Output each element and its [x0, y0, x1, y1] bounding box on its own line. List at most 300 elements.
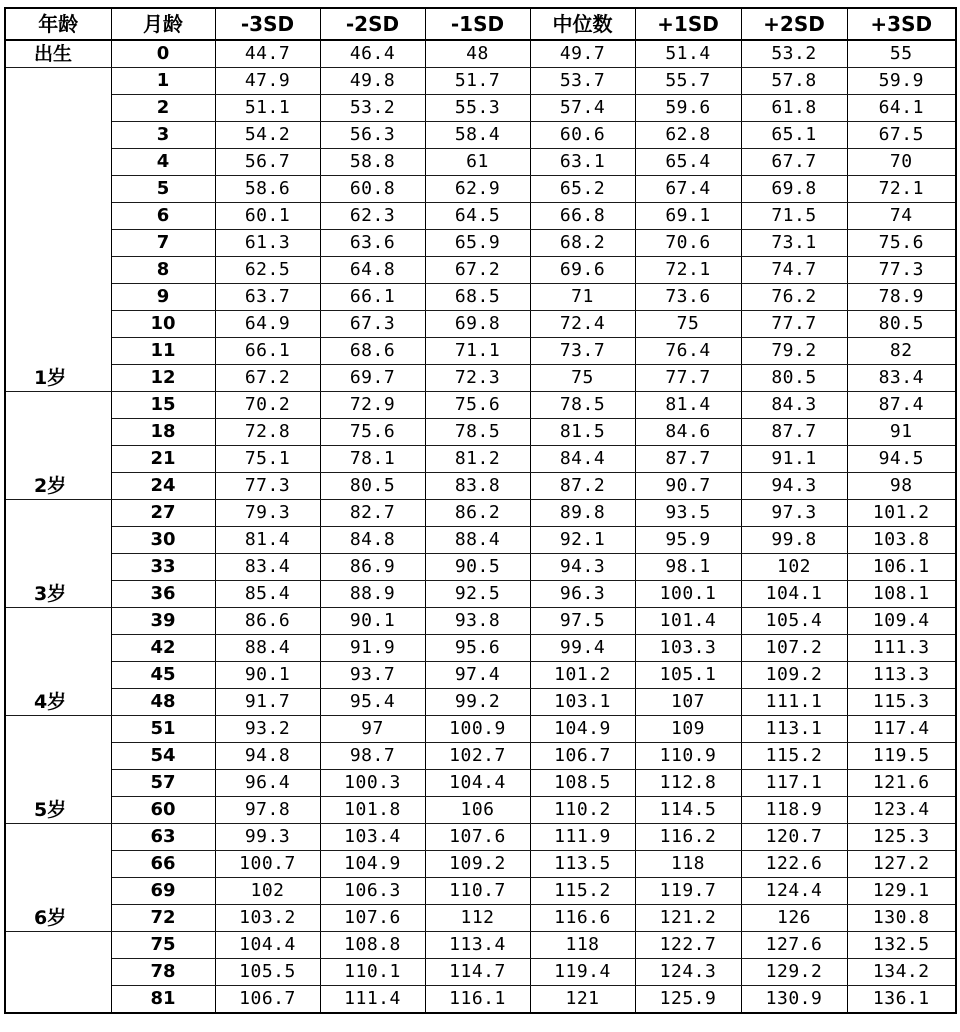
cell-plus-3sd: 117.4: [847, 716, 956, 743]
cell-minus-1sd: 69.8: [425, 311, 530, 338]
cell-plus-2sd: 73.1: [741, 230, 847, 257]
cell-month: 81: [111, 986, 215, 1014]
cell-age: [5, 338, 111, 365]
cell-median: 104.9: [530, 716, 635, 743]
cell-minus-1sd: 102.7: [425, 743, 530, 770]
cell-minus-3sd: 100.7: [215, 851, 320, 878]
cell-minus-2sd: 88.9: [320, 581, 425, 608]
table-row: [5, 311, 956, 338]
cell-minus-2sd: 49.8: [320, 68, 425, 95]
cell-plus-3sd: 98: [847, 473, 956, 500]
cell-minus-1sd: 67.2: [425, 257, 530, 284]
cell-minus-1sd: 65.9: [425, 230, 530, 257]
table-row: [5, 878, 956, 905]
cell-plus-3sd: 87.4: [847, 392, 956, 419]
cell-plus-1sd: 121.2: [635, 905, 741, 932]
cell-month: 78: [111, 959, 215, 986]
cell-minus-3sd: 86.6: [215, 608, 320, 635]
cell-month: 24: [111, 473, 215, 500]
cell-minus-3sd: 88.4: [215, 635, 320, 662]
table-row: [5, 203, 956, 230]
cell-minus-2sd: 63.6: [320, 230, 425, 257]
cell-minus-3sd: 77.3: [215, 473, 320, 500]
cell-plus-2sd: 124.4: [741, 878, 847, 905]
cell-median: 97.5: [530, 608, 635, 635]
cell-plus-3sd: 64.1: [847, 95, 956, 122]
cell-median: 116.6: [530, 905, 635, 932]
cell-median: 68.2: [530, 230, 635, 257]
cell-plus-2sd: 91.1: [741, 446, 847, 473]
cell-plus-2sd: 120.7: [741, 824, 847, 851]
cell-plus-1sd: 84.6: [635, 419, 741, 446]
cell-age: [5, 608, 111, 635]
cell-plus-2sd: 94.3: [741, 473, 847, 500]
cell-age: [5, 311, 111, 338]
cell-plus-2sd: 107.2: [741, 635, 847, 662]
cell-plus-2sd: 113.1: [741, 716, 847, 743]
cell-plus-1sd: 90.7: [635, 473, 741, 500]
cell-age: [5, 851, 111, 878]
cell-minus-2sd: 60.8: [320, 176, 425, 203]
cell-plus-1sd: 124.3: [635, 959, 741, 986]
cell-age: [5, 284, 111, 311]
cell-month: 6: [111, 203, 215, 230]
cell-minus-2sd: 91.9: [320, 635, 425, 662]
cell-minus-2sd: 111.4: [320, 986, 425, 1014]
cell-age: [5, 68, 111, 95]
table-row: [5, 662, 956, 689]
cell-plus-1sd: 51.4: [635, 40, 741, 68]
cell-minus-1sd: 107.6: [425, 824, 530, 851]
header-age: 年龄: [5, 8, 111, 40]
cell-minus-2sd: 103.4: [320, 824, 425, 851]
header-minus-2sd: -2SD: [320, 8, 425, 40]
cell-plus-1sd: 62.8: [635, 122, 741, 149]
table-row: [5, 473, 956, 500]
cell-minus-2sd: 67.3: [320, 311, 425, 338]
cell-median: 108.5: [530, 770, 635, 797]
cell-plus-2sd: 127.6: [741, 932, 847, 959]
cell-age: [5, 770, 111, 797]
cell-age: [5, 392, 111, 419]
cell-minus-2sd: 110.1: [320, 959, 425, 986]
header-minus-3sd: -3SD: [215, 8, 320, 40]
cell-median: 110.2: [530, 797, 635, 824]
cell-plus-2sd: 117.1: [741, 770, 847, 797]
cell-minus-2sd: 104.9: [320, 851, 425, 878]
cell-minus-1sd: 51.7: [425, 68, 530, 95]
cell-plus-1sd: 116.2: [635, 824, 741, 851]
cell-minus-1sd: 62.9: [425, 176, 530, 203]
cell-median: 106.7: [530, 743, 635, 770]
cell-age: [5, 419, 111, 446]
cell-median: 111.9: [530, 824, 635, 851]
cell-plus-2sd: 105.4: [741, 608, 847, 635]
header-minus-1sd: -1SD: [425, 8, 530, 40]
cell-minus-3sd: 85.4: [215, 581, 320, 608]
cell-minus-3sd: 103.2: [215, 905, 320, 932]
cell-median: 71: [530, 284, 635, 311]
table-row: [5, 338, 956, 365]
cell-age: [5, 500, 111, 527]
cell-age: [5, 959, 111, 986]
cell-age: [5, 95, 111, 122]
cell-plus-2sd: 79.2: [741, 338, 847, 365]
cell-minus-3sd: 47.9: [215, 68, 320, 95]
cell-minus-2sd: 98.7: [320, 743, 425, 770]
cell-median: 119.4: [530, 959, 635, 986]
cell-minus-3sd: 99.3: [215, 824, 320, 851]
cell-minus-1sd: 55.3: [425, 95, 530, 122]
cell-minus-2sd: 46.4: [320, 40, 425, 68]
cell-plus-2sd: 57.8: [741, 68, 847, 95]
cell-minus-2sd: 62.3: [320, 203, 425, 230]
cell-age: [5, 446, 111, 473]
cell-minus-1sd: 110.7: [425, 878, 530, 905]
cell-median: 99.4: [530, 635, 635, 662]
cell-plus-2sd: 109.2: [741, 662, 847, 689]
table-row: [5, 40, 956, 68]
cell-plus-2sd: 122.6: [741, 851, 847, 878]
cell-plus-2sd: 61.8: [741, 95, 847, 122]
cell-plus-2sd: 102: [741, 554, 847, 581]
cell-month: 21: [111, 446, 215, 473]
cell-plus-3sd: 130.8: [847, 905, 956, 932]
cell-plus-1sd: 105.1: [635, 662, 741, 689]
cell-minus-1sd: 83.8: [425, 473, 530, 500]
cell-minus-2sd: 107.6: [320, 905, 425, 932]
cell-plus-1sd: 103.3: [635, 635, 741, 662]
table-row: [5, 608, 956, 635]
cell-minus-1sd: 71.1: [425, 338, 530, 365]
cell-plus-3sd: 109.4: [847, 608, 956, 635]
cell-minus-2sd: 93.7: [320, 662, 425, 689]
cell-plus-2sd: 87.7: [741, 419, 847, 446]
cell-minus-2sd: 95.4: [320, 689, 425, 716]
cell-minus-2sd: 84.8: [320, 527, 425, 554]
cell-minus-1sd: 113.4: [425, 932, 530, 959]
cell-plus-1sd: 72.1: [635, 257, 741, 284]
cell-plus-3sd: 108.1: [847, 581, 956, 608]
cell-minus-2sd: 69.7: [320, 365, 425, 392]
cell-minus-2sd: 53.2: [320, 95, 425, 122]
cell-minus-2sd: 100.3: [320, 770, 425, 797]
table-row: [5, 932, 956, 959]
cell-minus-3sd: 60.1: [215, 203, 320, 230]
cell-plus-1sd: 70.6: [635, 230, 741, 257]
cell-median: 81.5: [530, 419, 635, 446]
cell-month: 69: [111, 878, 215, 905]
cell-plus-2sd: 111.1: [741, 689, 847, 716]
cell-plus-3sd: 80.5: [847, 311, 956, 338]
cell-minus-3sd: 104.4: [215, 932, 320, 959]
cell-plus-1sd: 55.7: [635, 68, 741, 95]
cell-minus-2sd: 82.7: [320, 500, 425, 527]
cell-month: 10: [111, 311, 215, 338]
table-row: [5, 230, 956, 257]
cell-median: 92.1: [530, 527, 635, 554]
cell-minus-3sd: 72.8: [215, 419, 320, 446]
cell-minus-3sd: 105.5: [215, 959, 320, 986]
cell-plus-1sd: 107: [635, 689, 741, 716]
cell-plus-3sd: 103.8: [847, 527, 956, 554]
cell-plus-1sd: 98.1: [635, 554, 741, 581]
cell-minus-2sd: 68.6: [320, 338, 425, 365]
cell-month: 66: [111, 851, 215, 878]
cell-month: 0: [111, 40, 215, 68]
cell-plus-3sd: 82: [847, 338, 956, 365]
cell-plus-1sd: 110.9: [635, 743, 741, 770]
header-plus-1sd: +1SD: [635, 8, 741, 40]
cell-minus-3sd: 44.7: [215, 40, 320, 68]
cell-age: [5, 662, 111, 689]
cell-plus-1sd: 65.4: [635, 149, 741, 176]
cell-minus-3sd: 66.1: [215, 338, 320, 365]
cell-age: [5, 986, 111, 1014]
cell-plus-3sd: 123.4: [847, 797, 956, 824]
cell-month: 8: [111, 257, 215, 284]
cell-plus-2sd: 65.1: [741, 122, 847, 149]
cell-minus-2sd: 106.3: [320, 878, 425, 905]
header-median: 中位数: [530, 8, 635, 40]
table-row: [5, 581, 956, 608]
cell-plus-2sd: 97.3: [741, 500, 847, 527]
cell-age: 1岁: [5, 365, 111, 392]
cell-median: 69.6: [530, 257, 635, 284]
table-row: [5, 797, 956, 824]
cell-minus-2sd: 86.9: [320, 554, 425, 581]
cell-plus-2sd: 69.8: [741, 176, 847, 203]
cell-month: 1: [111, 68, 215, 95]
cell-month: 72: [111, 905, 215, 932]
header-month: 月龄: [111, 8, 215, 40]
cell-plus-1sd: 100.1: [635, 581, 741, 608]
cell-plus-3sd: 55: [847, 40, 956, 68]
cell-minus-1sd: 78.5: [425, 419, 530, 446]
table-row: [5, 851, 956, 878]
cell-minus-3sd: 79.3: [215, 500, 320, 527]
cell-month: 30: [111, 527, 215, 554]
cell-plus-3sd: 115.3: [847, 689, 956, 716]
cell-minus-2sd: 108.8: [320, 932, 425, 959]
cell-plus-1sd: 125.9: [635, 986, 741, 1014]
cell-age: [5, 149, 111, 176]
cell-minus-3sd: 58.6: [215, 176, 320, 203]
cell-month: 36: [111, 581, 215, 608]
cell-month: 54: [111, 743, 215, 770]
cell-age: [5, 554, 111, 581]
cell-minus-1sd: 86.2: [425, 500, 530, 527]
cell-plus-1sd: 67.4: [635, 176, 741, 203]
cell-minus-1sd: 58.4: [425, 122, 530, 149]
cell-month: 27: [111, 500, 215, 527]
cell-age: 3岁: [5, 581, 111, 608]
table-row: [5, 68, 956, 95]
cell-plus-2sd: 76.2: [741, 284, 847, 311]
cell-median: 72.4: [530, 311, 635, 338]
table-row: [5, 905, 956, 932]
cell-plus-3sd: 136.1: [847, 986, 956, 1014]
cell-minus-2sd: 97: [320, 716, 425, 743]
cell-month: 3: [111, 122, 215, 149]
cell-minus-3sd: 75.1: [215, 446, 320, 473]
cell-minus-1sd: 64.5: [425, 203, 530, 230]
cell-median: 66.8: [530, 203, 635, 230]
cell-month: 51: [111, 716, 215, 743]
cell-median: 121: [530, 986, 635, 1014]
cell-plus-2sd: 118.9: [741, 797, 847, 824]
table-row: [5, 689, 956, 716]
cell-minus-1sd: 93.8: [425, 608, 530, 635]
cell-plus-1sd: 109: [635, 716, 741, 743]
cell-plus-2sd: 115.2: [741, 743, 847, 770]
cell-plus-3sd: 59.9: [847, 68, 956, 95]
table-row: [5, 365, 956, 392]
cell-plus-3sd: 83.4: [847, 365, 956, 392]
cell-plus-2sd: 129.2: [741, 959, 847, 986]
cell-median: 115.2: [530, 878, 635, 905]
cell-plus-3sd: 78.9: [847, 284, 956, 311]
table-row: [5, 149, 956, 176]
cell-minus-1sd: 109.2: [425, 851, 530, 878]
header-plus-2sd: +2SD: [741, 8, 847, 40]
table-row: [5, 743, 956, 770]
cell-minus-2sd: 75.6: [320, 419, 425, 446]
cell-median: 60.6: [530, 122, 635, 149]
cell-minus-3sd: 83.4: [215, 554, 320, 581]
cell-minus-1sd: 72.3: [425, 365, 530, 392]
table-row: [5, 716, 956, 743]
cell-minus-1sd: 114.7: [425, 959, 530, 986]
cell-age: [5, 932, 111, 959]
cell-minus-2sd: 66.1: [320, 284, 425, 311]
cell-month: 4: [111, 149, 215, 176]
cell-plus-1sd: 77.7: [635, 365, 741, 392]
cell-minus-1sd: 81.2: [425, 446, 530, 473]
cell-minus-1sd: 99.2: [425, 689, 530, 716]
cell-month: 18: [111, 419, 215, 446]
cell-age: 5岁: [5, 797, 111, 824]
cell-month: 33: [111, 554, 215, 581]
cell-minus-3sd: 67.2: [215, 365, 320, 392]
cell-month: 63: [111, 824, 215, 851]
cell-plus-2sd: 130.9: [741, 986, 847, 1014]
cell-minus-3sd: 54.2: [215, 122, 320, 149]
cell-plus-2sd: 99.8: [741, 527, 847, 554]
cell-age: [5, 122, 111, 149]
cell-month: 45: [111, 662, 215, 689]
cell-median: 63.1: [530, 149, 635, 176]
table-row: [5, 176, 956, 203]
cell-month: 60: [111, 797, 215, 824]
cell-plus-2sd: 74.7: [741, 257, 847, 284]
cell-age: [5, 716, 111, 743]
cell-minus-3sd: 70.2: [215, 392, 320, 419]
cell-minus-1sd: 95.6: [425, 635, 530, 662]
cell-minus-2sd: 58.8: [320, 149, 425, 176]
cell-plus-2sd: 71.5: [741, 203, 847, 230]
cell-month: 11: [111, 338, 215, 365]
cell-median: 89.8: [530, 500, 635, 527]
cell-minus-1sd: 100.9: [425, 716, 530, 743]
cell-plus-2sd: 77.7: [741, 311, 847, 338]
cell-minus-2sd: 101.8: [320, 797, 425, 824]
cell-month: 9: [111, 284, 215, 311]
cell-plus-1sd: 101.4: [635, 608, 741, 635]
cell-plus-1sd: 93.5: [635, 500, 741, 527]
cell-median: 87.2: [530, 473, 635, 500]
cell-plus-3sd: 111.3: [847, 635, 956, 662]
cell-minus-1sd: 104.4: [425, 770, 530, 797]
cell-minus-3sd: 63.7: [215, 284, 320, 311]
table-row: [5, 284, 956, 311]
cell-minus-3sd: 51.1: [215, 95, 320, 122]
cell-median: 94.3: [530, 554, 635, 581]
cell-minus-2sd: 90.1: [320, 608, 425, 635]
table-row: [5, 635, 956, 662]
cell-age: [5, 527, 111, 554]
cell-plus-3sd: 74: [847, 203, 956, 230]
cell-minus-1sd: 61: [425, 149, 530, 176]
cell-minus-1sd: 92.5: [425, 581, 530, 608]
cell-plus-3sd: 67.5: [847, 122, 956, 149]
table-row: [5, 986, 956, 1014]
cell-plus-1sd: 59.6: [635, 95, 741, 122]
cell-median: 57.4: [530, 95, 635, 122]
table-row: [5, 500, 956, 527]
cell-age: [5, 257, 111, 284]
cell-median: 49.7: [530, 40, 635, 68]
cell-plus-3sd: 125.3: [847, 824, 956, 851]
cell-median: 65.2: [530, 176, 635, 203]
cell-minus-2sd: 56.3: [320, 122, 425, 149]
cell-median: 84.4: [530, 446, 635, 473]
table-row: [5, 770, 956, 797]
cell-plus-1sd: 112.8: [635, 770, 741, 797]
cell-month: 39: [111, 608, 215, 635]
cell-age: [5, 203, 111, 230]
cell-minus-3sd: 94.8: [215, 743, 320, 770]
cell-minus-2sd: 78.1: [320, 446, 425, 473]
cell-plus-3sd: 77.3: [847, 257, 956, 284]
cell-month: 12: [111, 365, 215, 392]
cell-plus-1sd: 119.7: [635, 878, 741, 905]
table-row: [5, 419, 956, 446]
cell-month: 42: [111, 635, 215, 662]
cell-minus-3sd: 93.2: [215, 716, 320, 743]
cell-plus-3sd: 134.2: [847, 959, 956, 986]
table-row: [5, 446, 956, 473]
growth-standard-table: [4, 7, 957, 1014]
cell-minus-3sd: 90.1: [215, 662, 320, 689]
header-row: [5, 8, 956, 40]
cell-plus-3sd: 70: [847, 149, 956, 176]
cell-plus-3sd: 121.6: [847, 770, 956, 797]
cell-plus-3sd: 72.1: [847, 176, 956, 203]
table-row: [5, 824, 956, 851]
cell-plus-2sd: 80.5: [741, 365, 847, 392]
cell-minus-3sd: 56.7: [215, 149, 320, 176]
cell-minus-3sd: 64.9: [215, 311, 320, 338]
cell-median: 78.5: [530, 392, 635, 419]
table-body: [5, 40, 956, 1013]
cell-median: 113.5: [530, 851, 635, 878]
cell-month: 2: [111, 95, 215, 122]
cell-plus-2sd: 84.3: [741, 392, 847, 419]
cell-minus-1sd: 106: [425, 797, 530, 824]
cell-minus-1sd: 90.5: [425, 554, 530, 581]
cell-minus-3sd: 96.4: [215, 770, 320, 797]
